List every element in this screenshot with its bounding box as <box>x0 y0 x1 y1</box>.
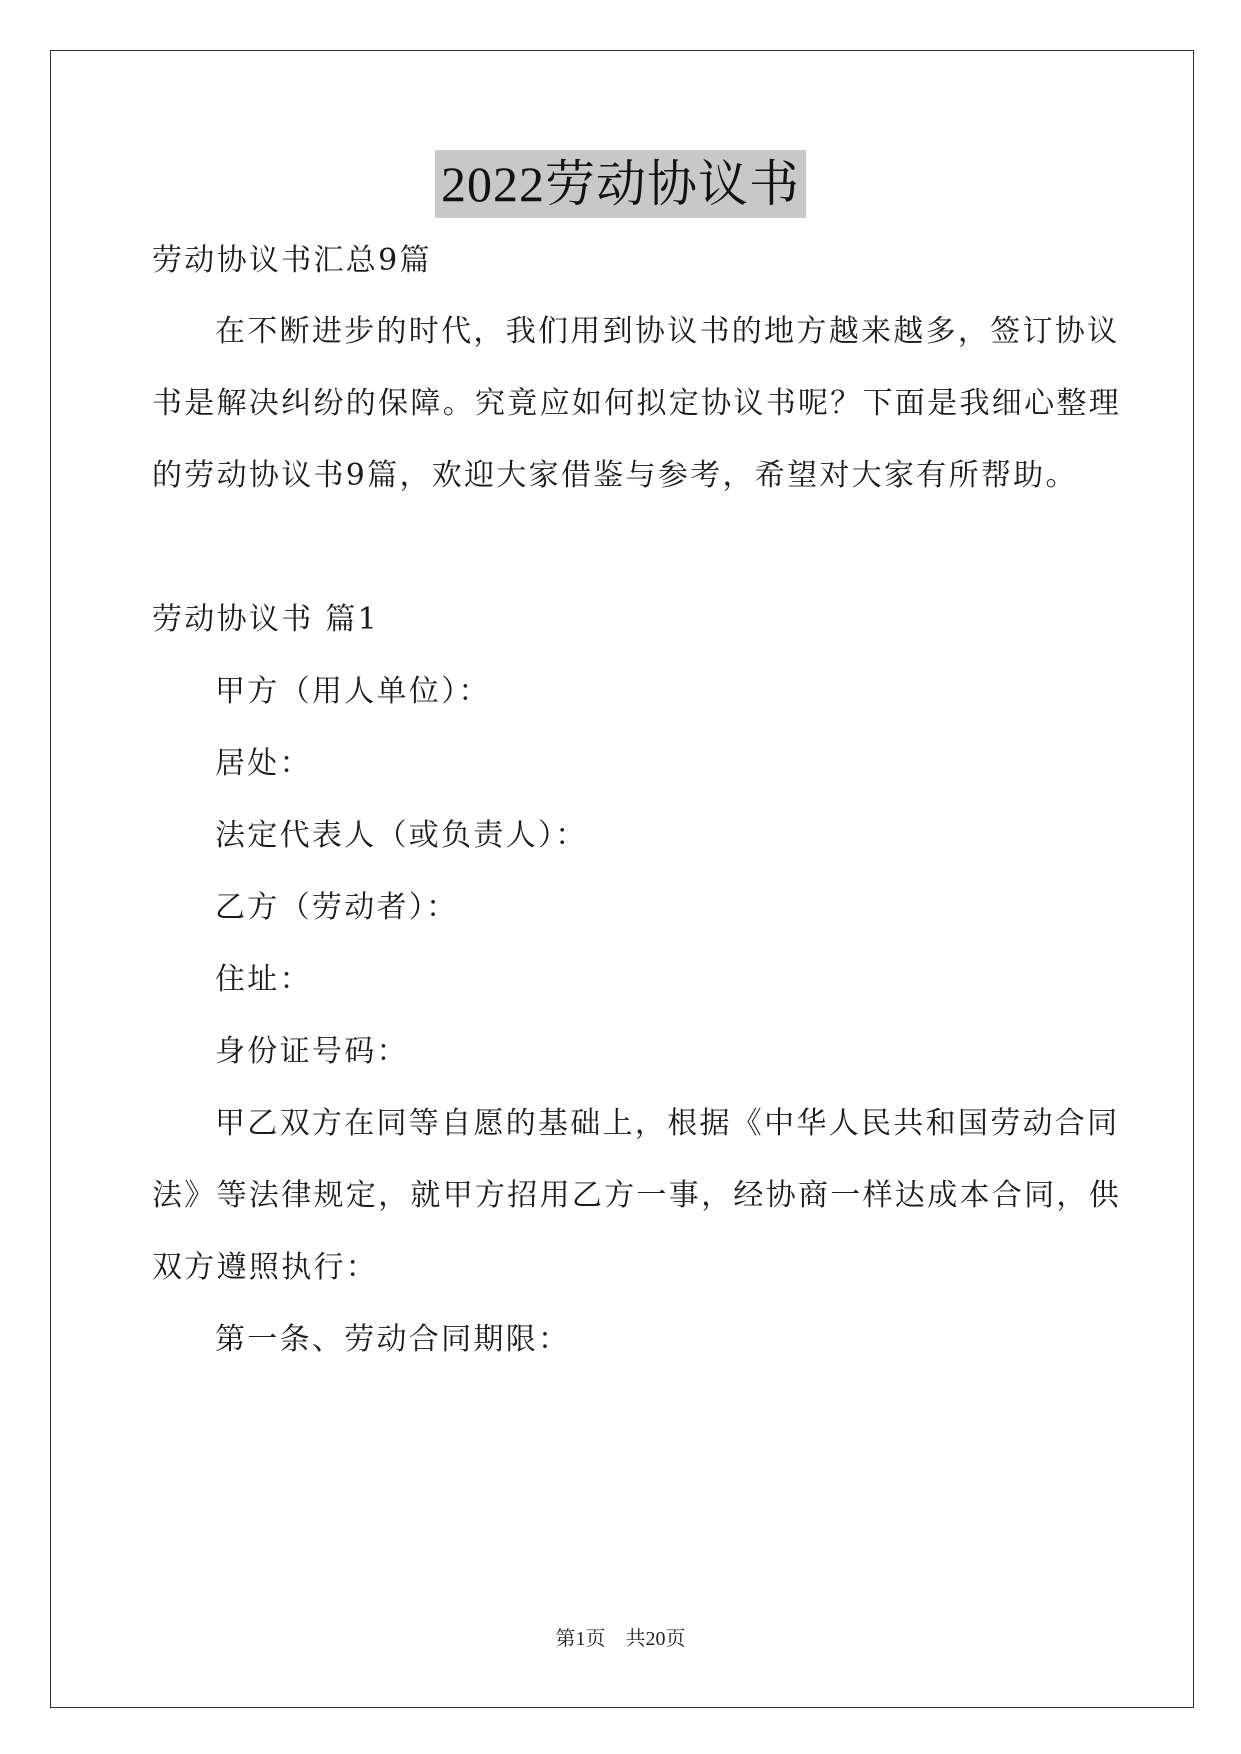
body-line-3: 双方遵照执行： <box>152 1250 379 1285</box>
body-line-1: 甲乙双方在同等自愿的基础上，根据《中华人民共和国劳动合同 <box>215 1106 1120 1141</box>
article-heading: 第一条、劳动合同期限： <box>215 1322 571 1357</box>
field-residence: 居处： <box>215 746 312 781</box>
field-legal-representative: 法定代表人（或负责人）： <box>215 818 588 853</box>
body-line-2: 法》等法律规定，就甲方招用乙方一事，经协商一样达成本合同，供 <box>152 1178 1121 1213</box>
intro-line-3: 的劳动协议书9篇，欢迎大家借鉴与参考，希望对大家有所帮助。 <box>152 458 1078 493</box>
document-title: 2022劳动协议书 <box>435 150 806 218</box>
field-address: 住址： <box>215 962 312 997</box>
intro-line-2: 书是解决纠纷的保障。究竟应如何拟定协议书呢？下面是我细心整理 <box>152 386 1121 421</box>
field-party-b: 乙方（劳动者）： <box>215 890 459 925</box>
intro-line-1: 在不断进步的时代，我们用到协议书的地方越来越多，签订协议 <box>215 314 1120 349</box>
document-subtitle: 劳动协议书汇总9篇 <box>152 243 432 278</box>
title-container <box>0 150 1241 218</box>
field-party-a: 甲方（用人单位）： <box>215 674 491 709</box>
section-heading: 劳动协议书 篇1 <box>152 602 380 637</box>
page-border <box>50 50 1194 1708</box>
page-footer: 第1页 共20页 <box>555 1628 686 1650</box>
field-id-number: 身份证号码： <box>215 1034 409 1069</box>
